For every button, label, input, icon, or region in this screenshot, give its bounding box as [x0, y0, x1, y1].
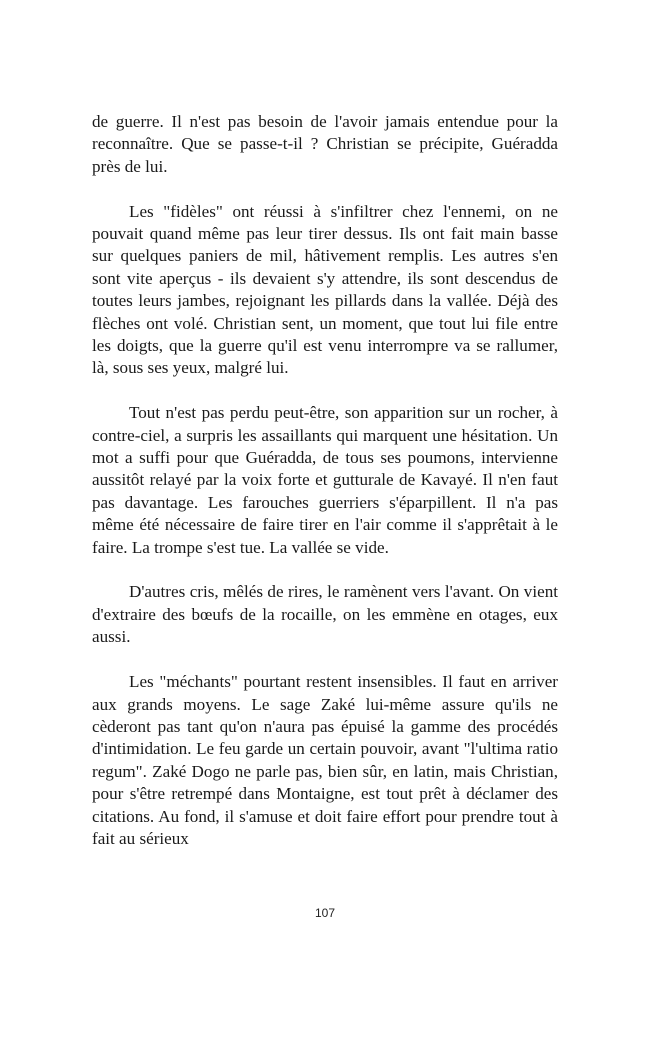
- page-body: [92, 111, 558, 850]
- paragraph-continuation: de guerre. Il n'est pas besoin de l'avoir jamais entendue pour la reconnaître. Que se passe-t-il ? Christian se précipite, Guéradda près de lui.: [92, 112, 558, 176]
- paragraph-autres-cris: D'autres cris, mêlés de rires, le ramènent vers l'avant. On vient d'extraire des bœufs de la rocaille, on les emmène en otages, eux aussi.: [92, 582, 558, 647]
- paragraph-mechants: Les "méchants" pourtant restent insensibles. Il faut en arriver aux grands moyens. Le sage Zaké lui-même assure qu'ils ne cèderont pas tant qu'on n'aura pas épuisé la gamme des procédés d'intimidation. Le feu garde un certain pouvoir, avant "l'ultima ratio regum". Zaké Dogo ne parle pas, bien sûr, en latin, mais Christian, pour s'être retrempé dans Montaigne, est tout prêt à déclamer des citations. Au fond, il s'amuse et doit faire effort pour prendre tout à fait au sérieux: [92, 672, 558, 848]
- page-number: 107: [314, 906, 336, 920]
- paragraph-tout-perdu: Tout n'est pas perdu peut-être, son apparition sur un rocher, à contre-ciel, a surpris les assaillants qui marquent une hésitation. Un mot a suffi pour que Guéradda, de tous ses poumons, intervienne aussitôt relayé par la voix forte et gutturale de Kavayé. Il n'en faut pas davantage. Les farouches guerriers s'éparpillent. Il n'a pas même été nécessaire de faire tirer en l'air comme il s'apprêtait à le faire. La trompe s'est tue. La vallée se vide.: [92, 403, 558, 557]
- paragraph-fideles: Les "fidèles" ont réussi à s'infiltrer chez l'ennemi, on ne pouvait quand même pas leur tirer dessus. Ils ont fait main basse sur quelques paniers de mil, hâtivement remplis. Les autres s'en sont vite aperçus - ils devaient s'y attendre, ils sont descendus de toutes leurs jambes, rejoignant les pillards dans la vallée. Déjà des flèches ont volé. Christian sent, un moment, que tout lui file entre les doigts, que la guerre qu'il est venu interrompre va se rallumer, là, sous ses yeux, malgré lui.: [92, 201, 558, 378]
